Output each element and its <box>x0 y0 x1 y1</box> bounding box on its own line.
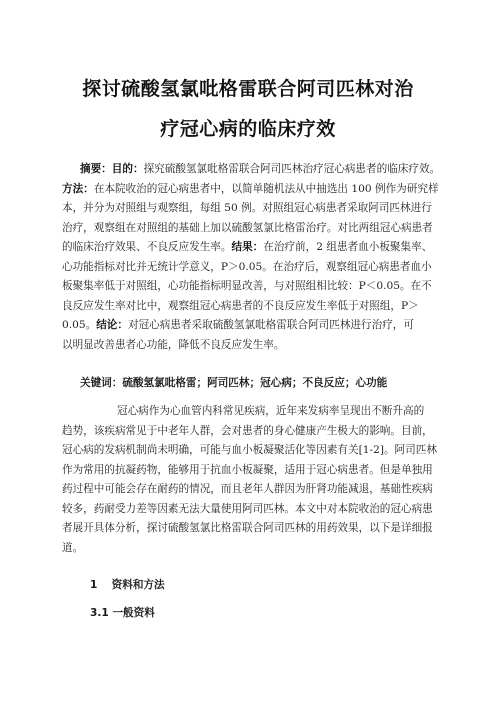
abstract-line-5 <box>62 240 432 254</box>
abstract-line-9 <box>62 318 414 332</box>
abstract-line-4: 治疗，观察组在对照组的基础上加以硫酸氢氯比格雷治疗。对比两组冠心病患者 <box>62 222 433 234</box>
keywords-label: 关键词： <box>80 377 123 389</box>
abstract-line-7: 板聚集率低于对照组，心功能指标明显改善，与对照组相比较：P＜0.05。在不 <box>62 280 432 292</box>
section-heading-1-1: 3.1 一般资料 <box>90 607 155 619</box>
intro-line-3: 冠心病的发病机制尚未明确，可能与血小板凝聚活化等因素有关[1-2]。阿司匹林 <box>62 444 437 456</box>
intro-line-7: 者展开具体分析，探讨硫酸氢氯比格雷联合阿司匹林的用药效果，以下是详细报 <box>62 522 433 534</box>
method-text-4: 的临床治疗效果、不良反应发生率。 <box>62 241 232 253</box>
intro-line-4: 作为常用的抗凝药物，能够用于抗血小板凝聚，适用于冠心病患者。但是单独用 <box>62 464 433 476</box>
abstract-line-3: 本，并分为对照组与观察组，每组 50 例。对照组冠心病患者采取阿司匹林进行 <box>62 202 432 214</box>
result-text-end: 0.05。 <box>62 319 97 331</box>
abstract-line-1 <box>80 162 440 176</box>
intro-line-5: 药过程中可能会存在耐药的情况，而且老年人群因为肝肾功能减退，基础性疾病 <box>62 483 433 495</box>
method-label: 方法： <box>62 183 94 195</box>
conclusion-text-1: 对冠心病患者采取硫酸氢氯吡格雷联合阿司匹林进行治疗，可 <box>127 319 414 331</box>
paper-title-line-1: 探讨硫酸氢氯吡格雷联合阿司匹林对治 <box>82 78 414 100</box>
result-text-1: 在治疗前，2 组患者血小板聚集率、 <box>263 241 433 253</box>
purpose-label: 目的： <box>111 163 144 175</box>
keywords-text: 硫酸氢氯吡格雷；阿司匹林；冠心病；不良反应；心功能 <box>122 377 388 389</box>
method-text-1: 在本院收治的冠心病患者中，以简单随机法从中抽选出 100 例作为研究样 <box>93 183 439 195</box>
abstract-line-6: 心功能指标对比并无统计学意义，P＞0.05。在治疗后，观察组冠心病患者血小 <box>62 261 432 273</box>
section-heading-1: 1 资料和方法 <box>90 579 165 591</box>
result-label: 结果： <box>231 241 264 253</box>
intro-line-2: 趋势，该疾病常见于中老年人群，会对患者的身心健康产生极大的影响。目前， <box>62 425 433 437</box>
intro-line-1: 冠心病作为心血管内科常见疾病，近年来发病率呈现出不断升高的 <box>117 405 425 417</box>
conclusion-label: 结论： <box>96 319 128 331</box>
purpose-text: 探究硫酸氢氯吡格雷联合阿司匹林治疗冠心病患者的临床疗效。 <box>143 163 441 175</box>
abstract-line-8: 良反应发生率对比中，观察组冠心病患者的不良反应发生率低于对照组，P＞ <box>62 300 419 312</box>
keywords <box>80 375 387 390</box>
abstract-line-2 <box>62 182 439 196</box>
paper-title-line-2: 疗冠心病的临床疗效 <box>160 118 336 140</box>
intro-line-8: 道。 <box>62 542 84 554</box>
abstract-label: 摘要： <box>80 163 112 175</box>
abstract-line-10: 以明显改善患者心功能，降低不良反应发生率。 <box>62 339 285 351</box>
intro-line-6: 较多，药耐受力差等因素无法大量使用阿司匹林。本文中对本院收治的冠心病患 <box>62 503 433 515</box>
